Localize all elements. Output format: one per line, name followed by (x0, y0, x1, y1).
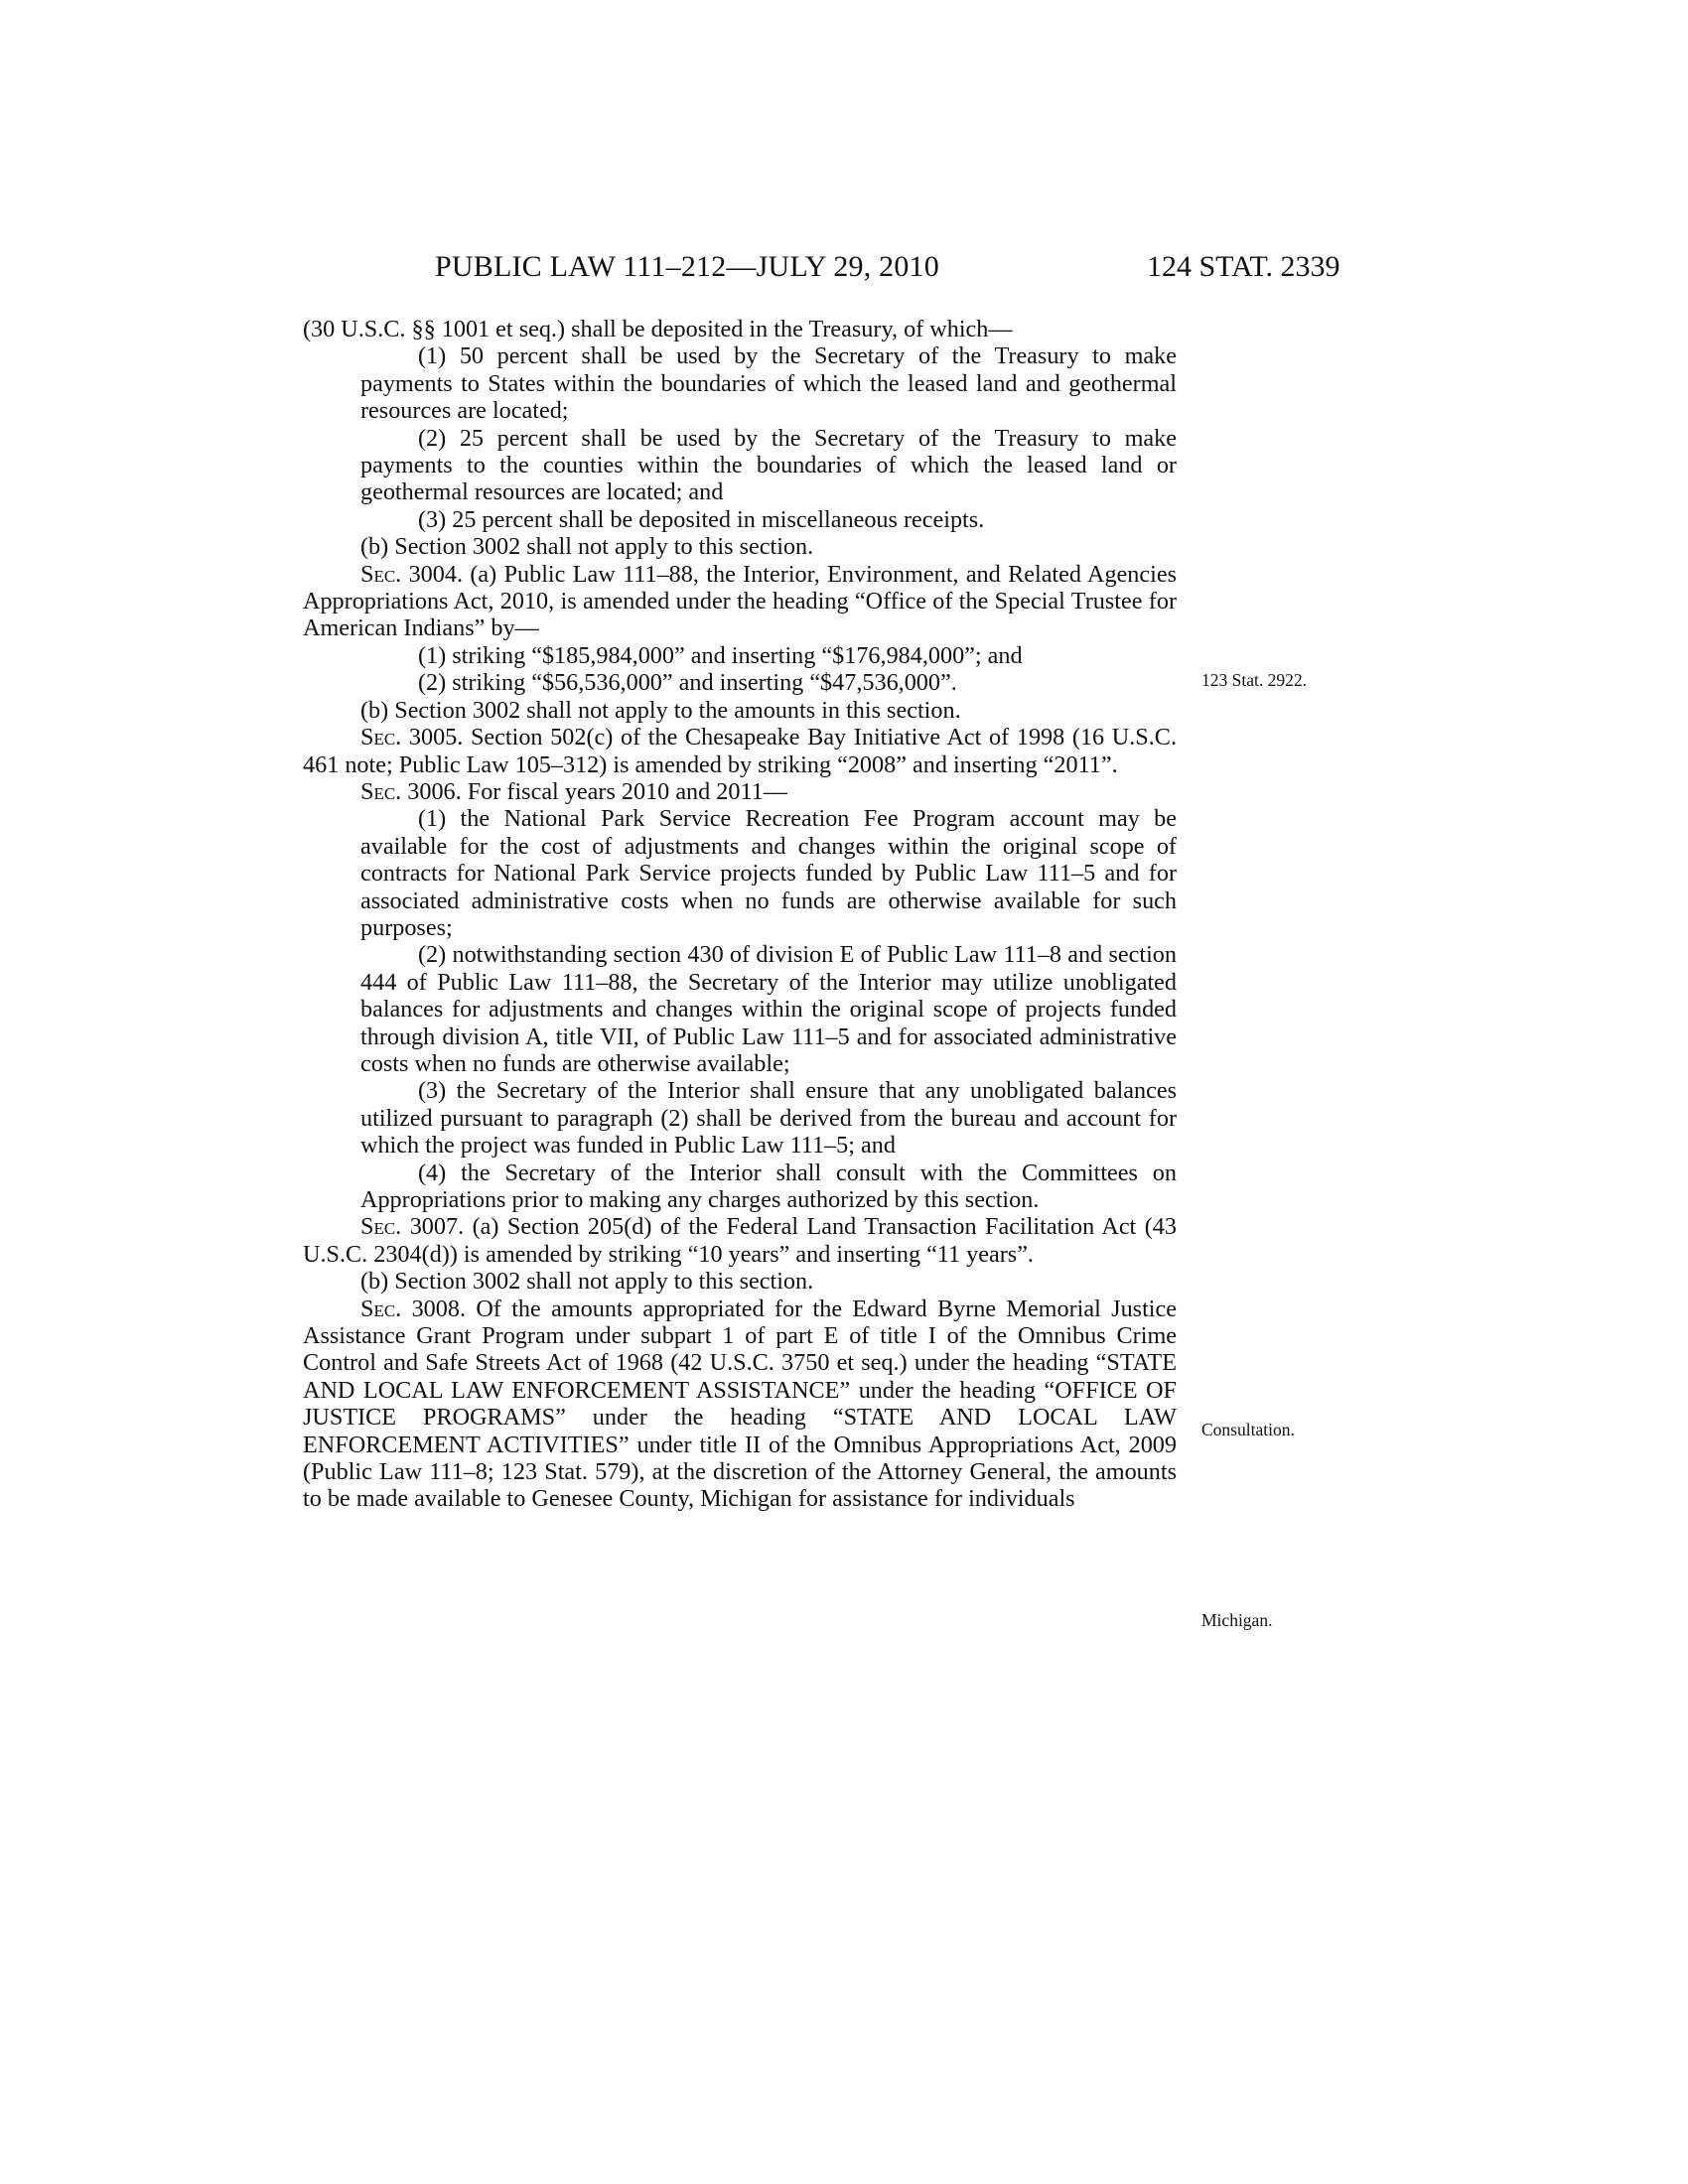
section-3007 (303, 1213, 1177, 1268)
paragraph-item-1: (1) the National Park Service Recreation Fee Program account may be available for the cost of adjustments and changes within the original scope of contracts for National Park Service projects funded by Public Law 111–5 and for associated administrative costs when no funds are otherwise available for such purposes; (360, 805, 1177, 941)
section-number: Sec. 3006. (360, 777, 462, 805)
section-number: Sec. 3004. (360, 560, 464, 588)
paragraph-subsection-b: (b) Section 3002 shall not apply to this section. (360, 1268, 814, 1296)
paragraph-item-2: (2) notwithstanding section 430 of division E of Public Law 111–8 and section 444 of Public Law 111–88, the Secretary of the Interior may utilize unobligated balances for adjustments and changes within the original scope of projects funded through division A, title VII, of Public Law 111–5 and for associated administrative costs when no funds are otherwise available; (360, 941, 1177, 1077)
section-text: Section 502(c) of the Chesapeake Bay Initiative Act of 1998 (16 U.S.C. 461 note; Public Law 105–312) is amended by striking “2008” and inserting “2011”. (303, 724, 1177, 778)
margin-note-consultation: Consultation. (1201, 1420, 1295, 1439)
section-3008 (303, 1296, 1177, 1513)
section-text: Of the amounts appropriated for the Edward Byrne Memorial Justice Assistance Grant Program under subpart 1 of part E of title I of the Omnibus Crime Control and Safe Streets Act of 1968 (42 U.S.C. 3750 et seq.) under the heading “STATE AND LOCAL LAW ENFORCEMENT ASSISTANCE” under the heading “OFFICE OF JUSTICE PROGRAMS” under the heading “STATE AND LOCAL LAW ENFORCEMENT ACTIVITIES” under title II of the Omnibus Appropriations Act, 2009 (Public Law 111–8; 123 Stat. 579), at the discretion of the Attorney General, the amounts to be made available to Genesee County, Michigan for assistance for individuals (303, 1295, 1177, 1513)
section-3004 (303, 561, 1177, 642)
paragraph-item-2: (2) 25 percent shall be used by the Secretary of the Treasury to make payments to the counties within the boundaries of which the leased land or geothermal resources are located; and (360, 424, 1177, 506)
margin-note-michigan: Michigan. (1201, 1610, 1273, 1630)
paragraph-item-1: (1) striking “$185,984,000” and inserting “$176,984,000”; and (418, 641, 1023, 669)
section-text: For fiscal years 2010 and 2011— (461, 777, 787, 805)
paragraph-subsection-b: (b) Section 3002 shall not apply to the amounts in this section. (360, 696, 961, 724)
paragraph-subsection-b: (b) Section 3002 shall not apply to this section. (360, 533, 814, 561)
section-text: (a) Public Law 111–88, the Interior, Environment, and Related Agencies Appropriations Act, 2010, is amended under the heading “Office of the Special Trustee for American Indians” by— (303, 560, 1177, 642)
paragraph-item-3: (3) 25 percent shall be deposited in miscellaneous receipts. (418, 505, 985, 533)
running-header-title: PUBLIC LAW 111–212—JULY 29, 2010 (435, 250, 939, 283)
section-text: (a) Section 205(d) of the Federal Land Transaction Facilitation Act (43 U.S.C. 2304(d)) is amended by striking “10 years” and inserting “11 years”. (303, 1213, 1177, 1268)
section-number: Sec. 3007. (360, 1213, 465, 1241)
section-3006 (303, 778, 1177, 805)
running-header-stat: 124 STAT. 2339 (1147, 250, 1340, 283)
paragraph-item-1: (1) 50 percent shall be used by the Secretary of the Treasury to make payments to States within the boundaries of which the leased land and geothermal resources are located; (360, 342, 1177, 425)
margin-note-stat-reference: 123 Stat. 2922. (1201, 670, 1307, 690)
paragraph-item-2: (2) striking “$56,536,000” and inserting “$47,536,000”. (418, 669, 957, 697)
section-number: Sec. 3005. (360, 724, 464, 751)
paragraph-continuation: (30 U.S.C. §§ 1001 et seq.) shall be deposited in the Treasury, of which— (303, 316, 1013, 342)
section-3005 (303, 724, 1177, 778)
paragraph-item-3: (3) the Secretary of the Interior shall ensure that any unobligated balances utilized pursuant to paragraph (2) shall be derived from the bureau and account for which the project was funded in Public Law 111–5; and (360, 1077, 1177, 1160)
section-number: Sec. 3008. (360, 1295, 466, 1322)
statute-body (303, 316, 1177, 1513)
paragraph-item-4: (4) the Secretary of the Interior shall consult with the Committees on Appropriations prior to making any charges authorized by this section. (360, 1159, 1177, 1213)
